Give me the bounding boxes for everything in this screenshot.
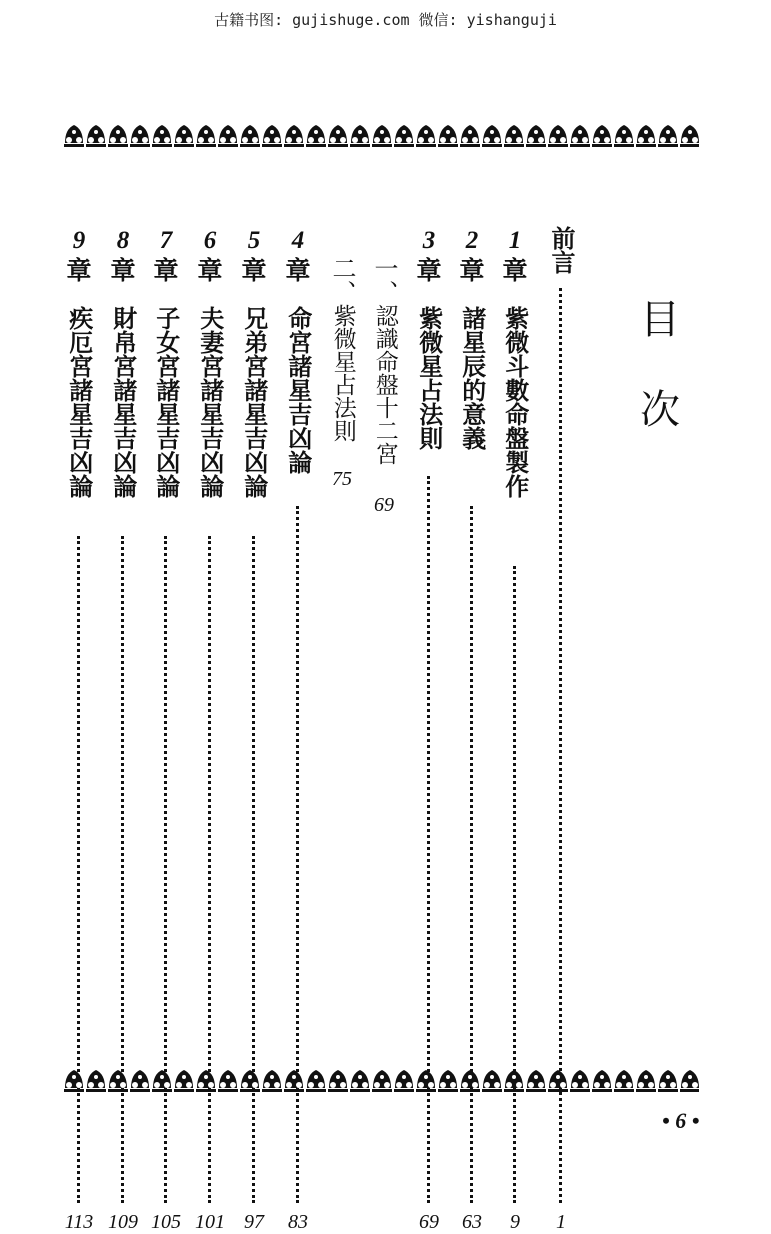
chapter-label (63, 226, 95, 286)
page-number: 69 (374, 494, 394, 516)
leader-dots (121, 536, 124, 1203)
chapter-char: 章 (416, 256, 442, 285)
chapter-title-text: 財帛宮諸星吉凶論 (108, 306, 138, 498)
chapter-title (456, 306, 488, 458)
chapter-char: 章 (241, 256, 267, 285)
page-title (630, 297, 690, 433)
chapter-number: 4 (291, 227, 305, 254)
title-char-2: 次 (640, 387, 680, 433)
chapter-title-text: 命宮諸星吉凶論 (283, 306, 313, 474)
chapter-title-text: 紫微斗數命盤製作 (500, 306, 530, 498)
chapter-number: 5 (247, 227, 261, 254)
section-label-text: 二、 (328, 256, 356, 304)
chapter-number: 6 (203, 227, 217, 254)
chapter-char: 章 (153, 256, 179, 285)
chapter-label (150, 226, 182, 286)
chapter-title (499, 306, 531, 506)
title-char-1: 目 (640, 297, 680, 343)
ornamental-border-bottom (63, 1066, 699, 1094)
chapter-char: 章 (110, 256, 136, 285)
page-number: 83 (288, 1211, 308, 1233)
chapter-number: 7 (159, 227, 173, 254)
leader-dots (164, 536, 167, 1203)
chapter-number: 1 (508, 227, 522, 254)
chapter-label (282, 226, 314, 286)
entry-label-text: 前言 (547, 226, 576, 274)
chapter-title (282, 306, 314, 482)
chapter-title-text: 疾厄宮諸星吉凶論 (64, 306, 94, 498)
page-number: 75 (332, 468, 352, 490)
leader-dots (470, 506, 473, 1203)
chapter-char: 章 (197, 256, 223, 285)
chapter-title-text: 諸星辰的意義 (457, 306, 487, 450)
page-number: 69 (419, 1211, 439, 1233)
chapter-number: 3 (422, 227, 436, 254)
section-title-text: 紫微星占法則 (329, 304, 356, 442)
chapter-title-text: 子女宮諸星吉凶論 (151, 306, 181, 498)
page-number: 113 (64, 1211, 94, 1233)
leader-dots (208, 536, 211, 1203)
page-number: 109 (108, 1211, 138, 1233)
section-label (326, 256, 358, 311)
chapter-label (238, 226, 270, 286)
leader-dots (77, 536, 80, 1203)
folio-page-number: • 6 • (662, 1108, 700, 1133)
chapter-title-text: 兄弟宮諸星吉凶論 (239, 306, 269, 498)
chapter-label (456, 226, 488, 286)
page-number: 1 (556, 1211, 566, 1233)
chapter-title-text: 夫妻宮諸星吉凶論 (195, 306, 225, 498)
leader-dots (296, 506, 299, 1203)
chapter-title (238, 306, 270, 506)
section-title (326, 304, 358, 452)
chapter-char: 章 (459, 256, 485, 285)
chapter-title (107, 306, 139, 506)
chapter-title (413, 306, 445, 458)
page-number: 63 (462, 1211, 482, 1233)
chapter-char: 章 (66, 256, 92, 285)
chapter-title (150, 306, 182, 506)
chapter-char: 章 (502, 256, 528, 285)
chapter-label (499, 226, 531, 286)
chapter-label (194, 226, 226, 286)
page-number: 101 (195, 1211, 225, 1233)
ornamental-border-top (63, 121, 699, 149)
chapter-title (194, 306, 226, 506)
chapter-label (107, 226, 139, 286)
chapter-title-text: 紫微星占法則 (414, 306, 444, 450)
chapter-number: 9 (72, 227, 86, 254)
page-number: 97 (244, 1211, 264, 1233)
chapter-label (413, 226, 445, 286)
page-number: 105 (151, 1211, 181, 1233)
chapter-number: 8 (116, 227, 130, 254)
section-label (368, 256, 400, 311)
chapter-char: 章 (285, 256, 311, 285)
section-label-text: 一、 (370, 256, 398, 304)
leader-dots (252, 536, 255, 1203)
entry-label (545, 226, 577, 280)
section-title (368, 304, 400, 475)
section-title-text: 認識命盤十二宮 (371, 304, 398, 465)
page-number: 9 (510, 1211, 520, 1233)
watermark: 古籍书图: gujishuge.com 微信: yishanguji (214, 11, 557, 29)
leader-dots (513, 566, 516, 1203)
chapter-title (63, 306, 95, 506)
chapter-number: 2 (465, 227, 479, 254)
